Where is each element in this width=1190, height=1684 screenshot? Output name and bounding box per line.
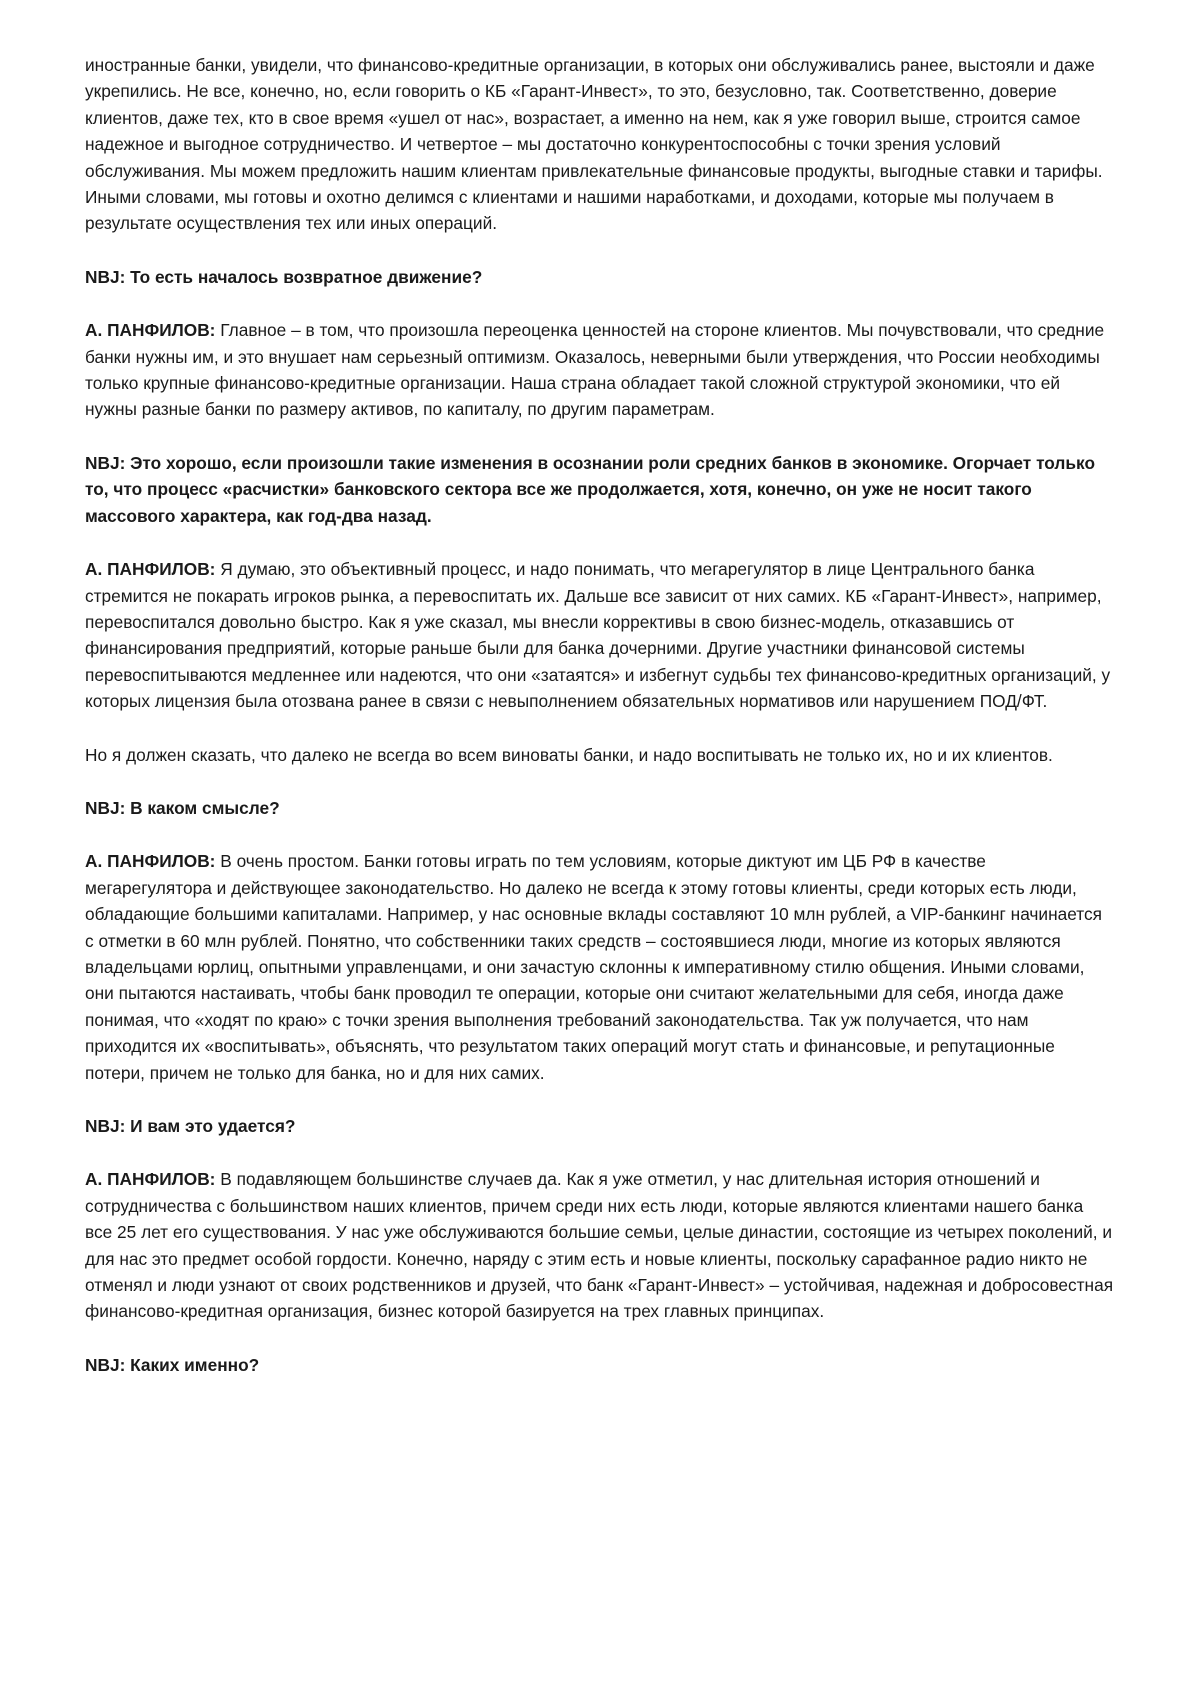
speaker-label: А. ПАНФИЛОВ: [85, 320, 216, 341]
paragraph [85, 52, 1115, 237]
paragraph [85, 742, 1115, 768]
paragraph-text: Но я должен сказать, что далеко не всегда во всем виноваты банки, и надо воспитывать не только их, но и их клиентов. [85, 744, 1053, 765]
interviewer-question [85, 264, 1115, 290]
interviewer-question [85, 795, 1115, 821]
speaker-label: А. ПАНФИЛОВ: [85, 851, 216, 872]
question-text: NBJ: Каких именно? [85, 1354, 260, 1375]
answer-text: В очень простом. Банки готовы играть по тем условиям, которые диктуют им ЦБ РФ в качестве мегарегулятора и действующее законодательство. Но далеко не всегда к этому готовы клиенты, среди которых есть люди, обладающие большими капиталами. Например, у нас основные вклады составляют 10 млн рублей, а VIP-банкинг начинается с отметки в 60 млн рублей. Понятно, что собственники таких средств – состоявшиеся люди, многие из которых являются владельцами юрлиц, опытными управленцами, и они зачастую склонны к императивному стилю общения. Иными словами, они пытаются настаивать, чтобы банк проводил те операции, которые они считают желательными для себя, иногда даже понимая, что «ходят по краю» с точки зрения выполнения требований законодательства. Так уж получается, что нам приходится их «воспитывать», объяснять, что результатом таких операций могут стать и финансовые, и репутационные потери, причем не только для банка, но и для них самих. [85, 851, 1102, 1083]
question-text: NBJ: И вам это удается? [85, 1116, 296, 1136]
interviewee-answer [85, 848, 1115, 1086]
answer-text: Главное – в том, что произошла переоценка ценностей на стороне клиентов. Мы почувствовали, что средние банки нужны им, и это внушает нам серьезный оптимизм. Оказалось, неверными были утверждения, что России необходимы только крупные финансово-кредитные организации. Наша страна обладает такой сложной структурой экономики, что ей нужны разные банки по размеру активов, по капиталу, по другим параметрам. [85, 320, 1105, 420]
interviewer-question [85, 1113, 1115, 1139]
interviewee-answer [85, 556, 1115, 714]
question-text: NBJ: Это хорошо, если произошли такие изменения в осознании роли средних банков в экономике. Огорчает только то, что процесс «расчистки» банковского сектора все же продолжается, хотя, конечно, он уже не носит такого массового характера, как год-два назад. [85, 452, 1096, 526]
interviewee-answer [85, 317, 1115, 423]
speaker-label: А. ПАНФИЛОВ: [85, 1169, 216, 1190]
interviewer-question [85, 450, 1115, 529]
interviewer-question [85, 1352, 1115, 1378]
answer-text: В подавляющем большинстве случаев да. Как я уже отметил, у нас длительная история отношений и сотрудничества с большинством наших клиентов, причем среди них есть люди, которые являются клиентами нашего банка все 25 лет его существования. У нас уже обслуживаются большие семьи, целые династии, состоящие из четырех поколений, и для нас это предмет особой гордости. Конечно, наряду с этим есть и новые клиенты, поскольку сарафанное радио никто не отменял и люди узнают от своих родственников и друзей, что банк «Гарант-Инвест» – устойчивая, надежная и добросовестная финансово-кредитная организация, бизнес которой базируется на трех главных принципах. [85, 1169, 1114, 1322]
speaker-label: А. ПАНФИЛОВ: [85, 559, 216, 580]
answer-text: Я думаю, это объективный процесс, и надо понимать, что мегарегулятор в лице Центрального банка стремится не покарать игроков рынка, а перевоспитать их. Дальше все зависит от них самих. КБ «Гарант-Инвест», например, перевоспитался довольно быстро. Как я уже сказал, мы внесли коррективы в свою бизнес-модель, отказавшись от финансирования предприятий, которые раньше были для банка дочерними. Другие участники финансовой системы перевоспитываются медленнее или надеются, что они «затаятся» и избегнут судьбы тех финансово-кредитных организаций, у которых лицензия была отозвана ранее в связи с невыполнением обязательных нормативов или нарушением ПОД/ФТ. [85, 559, 1111, 712]
interviewee-answer [85, 1166, 1115, 1324]
paragraph-text: иностранные банки, увидели, что финансово-кредитные организации, в которых они обслуживались ранее, выстояли и даже укрепились. Не все, конечно, но, если говорить о КБ «Гарант-Инвест», то это, безусловно, так. Соответственно, доверие клиентов, даже тех, кто в свое время «ушел от нас», возрастает, а именно на нем, как я уже говорил выше, строится самое надежное и выгодное сотрудничество. И четвертое – мы достаточно конкурентоспособны с точки зрения условий обслуживания. Мы можем предложить нашим клиентам привлекательные финансовые продукты, выгодные ставки и тарифы. Иными словами, мы готовы и охотно делимся с клиентами и нашими наработками, и доходами, которые мы получаем в результате осуществления тех или иных операций. [85, 55, 1103, 234]
question-text: NBJ: То есть началось возвратное движение? [85, 266, 483, 287]
question-text: NBJ: В каком смысле? [85, 797, 280, 818]
